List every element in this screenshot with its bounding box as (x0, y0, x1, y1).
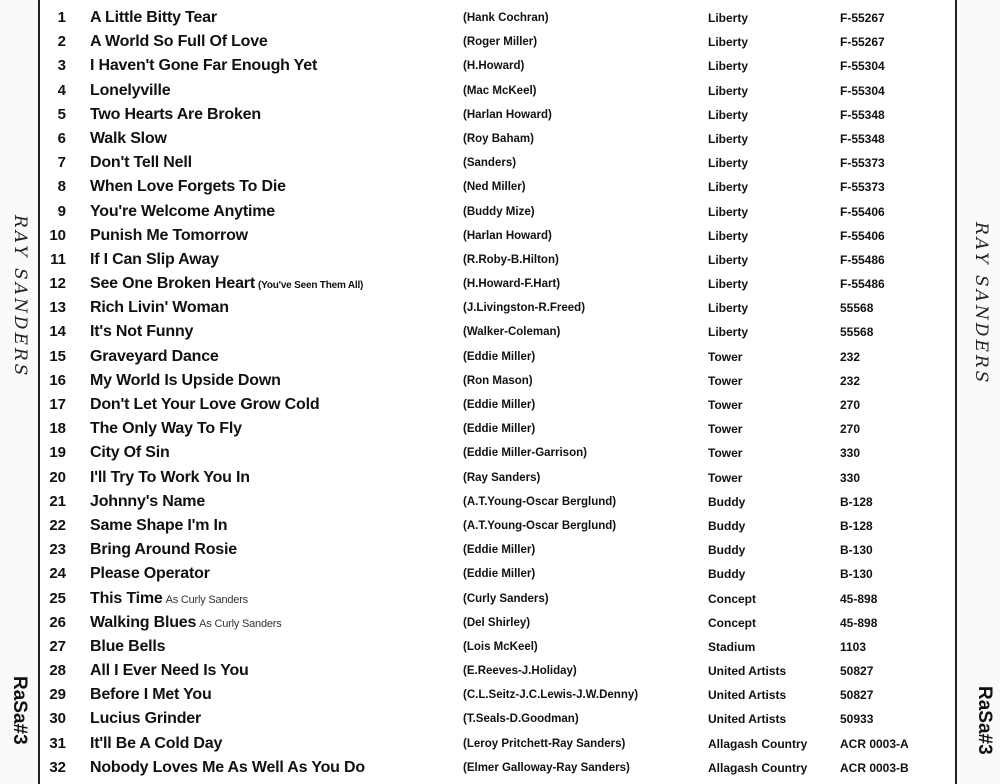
track-writer: (Eddie Miller-Garrison) (463, 447, 587, 460)
spine-code: RaSa#3 (974, 686, 995, 755)
track-number: 21 (49, 492, 66, 510)
track-number: 8 (57, 178, 66, 196)
track-label: Liberty (708, 83, 749, 98)
track-catalog-number: 45-898 (840, 591, 878, 606)
track-label: Buddy (708, 494, 746, 509)
track-number: 26 (49, 613, 66, 631)
track-catalog-number: 50827 (840, 688, 874, 703)
track-catalog-number: F-55267 (840, 35, 885, 50)
track-label: Stadium (708, 639, 756, 654)
track-title: All I Ever Need Is You (90, 662, 249, 680)
left-spine (0, 0, 40, 784)
track-note: (You've Seen Them All) (257, 280, 364, 292)
track-number: 13 (49, 299, 66, 317)
track-title: I Haven't Gone Far Enough Yet (90, 57, 318, 75)
track-writer: (Ned Miller) (463, 181, 526, 194)
track-catalog-number: 270 (840, 422, 861, 437)
track-writer: (Curly Sanders) (463, 592, 549, 605)
track-writer: (Walker-Coleman) (463, 326, 561, 339)
track-title: Two Hearts Are Broken (90, 105, 261, 123)
track-row (40, 248, 953, 272)
track-writer: (Elmer Galloway-Ray Sanders) (463, 761, 630, 774)
track-note: As Curly Sanders (199, 617, 282, 630)
track-label: Tower (708, 422, 743, 437)
track-label: Tower (708, 349, 743, 364)
track-title: A World So Full Of Love (90, 33, 268, 51)
track-catalog-number: F-55348 (840, 131, 885, 146)
track-row (40, 587, 953, 611)
track-number: 18 (49, 420, 66, 438)
track-row (40, 611, 953, 635)
track-label: Tower (708, 398, 743, 412)
track-title: Bring Around Rosie (90, 541, 237, 559)
track-row (40, 127, 953, 151)
track-catalog-number: B-130 (840, 567, 873, 582)
track-writer: (Roger Miller) (463, 36, 538, 49)
track-title: Rich Livin' Woman (90, 299, 229, 317)
track-number: 3 (57, 57, 66, 75)
track-writer: (H.Howard-F.Hart) (463, 278, 561, 291)
track-row (40, 635, 953, 659)
track-title: Graveyard Dance (90, 347, 219, 365)
track-title: It'll Be A Cold Day (90, 734, 223, 752)
track-number: 24 (49, 565, 66, 583)
track-label: Liberty (708, 59, 749, 74)
track-row (40, 393, 953, 417)
track-label: Liberty (708, 11, 749, 25)
track-label: Liberty (708, 325, 749, 340)
track-label: United Artists (708, 664, 787, 679)
track-catalog-number: B-130 (840, 543, 873, 558)
track-catalog-number: 330 (840, 470, 861, 485)
track-number: 16 (49, 371, 66, 389)
track-number: 11 (50, 250, 66, 268)
track-catalog-number: 45-898 (840, 615, 878, 630)
track-row (40, 345, 953, 369)
spine-title: RAY SANDERS (10, 215, 30, 379)
track-row (40, 466, 953, 490)
track-number: 28 (49, 662, 66, 680)
track-label: Liberty (708, 156, 749, 171)
track-label: Allagash Country (708, 736, 808, 751)
track-label: Tower (708, 446, 743, 461)
track-writer: (A.T.Young-Oscar Berglund) (463, 495, 617, 508)
track-label: Liberty (708, 228, 749, 243)
track-writer: (Buddy Mize) (463, 205, 535, 218)
track-writer: (Ron Mason) (463, 374, 533, 387)
track-title: The Only Way To Fly (90, 420, 242, 438)
track-label: Liberty (708, 277, 749, 292)
track-label: Tower (708, 470, 743, 485)
track-label: Buddy (708, 518, 746, 533)
track-number: 15 (49, 347, 66, 365)
track-writer: (Mac McKeel) (463, 84, 537, 97)
track-number: 12 (49, 275, 66, 293)
track-writer: (Lois McKeel) (463, 640, 538, 653)
track-label: Liberty (708, 252, 749, 267)
track-title: Don't Let Your Love Grow Cold (90, 396, 320, 413)
track-title: This Time As Curly Sanders (90, 589, 248, 607)
track-title: I'll Try To Work You In (90, 468, 250, 486)
track-row (40, 490, 953, 514)
track-catalog-number: 232 (840, 373, 861, 388)
track-number: 27 (49, 637, 66, 655)
track-list (40, 6, 953, 780)
track-writer: (J.Livingston-R.Freed) (463, 302, 586, 315)
track-number: 14 (49, 323, 66, 341)
track-writer: (Sanders) (463, 157, 517, 170)
track-row (40, 54, 953, 78)
track-title: My World Is Upside Down (90, 371, 281, 389)
track-row (40, 103, 953, 127)
track-writer: (A.T.Young-Oscar Berglund) (463, 519, 617, 532)
track-catalog-number: 55568 (840, 325, 874, 340)
track-label: Liberty (708, 35, 749, 50)
track-catalog-number: F-55267 (840, 11, 885, 25)
track-number: 23 (49, 541, 66, 559)
track-catalog-number: F-55373 (840, 156, 885, 171)
track-number: 22 (49, 516, 66, 534)
track-label: United Artists (708, 712, 787, 727)
track-number: 9 (57, 202, 66, 220)
track-catalog-number: F-55304 (840, 83, 885, 98)
track-writer: (Eddie Miller) (463, 568, 536, 581)
track-catalog-number: ACR 0003-A (840, 736, 909, 751)
track-row (40, 272, 953, 296)
track-writer: (Eddie Miller) (463, 399, 536, 411)
track-label: Liberty (708, 301, 749, 316)
track-catalog-number: 1103 (840, 639, 867, 654)
track-catalog-number: F-55348 (840, 107, 885, 122)
track-catalog-number: B-128 (840, 518, 873, 533)
track-number: 31 (49, 734, 66, 752)
track-catalog-number: F-55304 (840, 59, 885, 74)
track-row (40, 151, 953, 175)
track-writer: (Leroy Pritchett-Ray Sanders) (463, 737, 626, 750)
track-label: Buddy (708, 543, 746, 558)
track-row (40, 30, 953, 54)
track-row (40, 369, 953, 393)
track-writer: (Del Shirley) (463, 616, 531, 629)
track-title: When Love Forgets To Die (90, 178, 286, 196)
track-title: You're Welcome Anytime (90, 202, 275, 220)
track-writer: (Eddie Miller) (463, 544, 536, 557)
track-note: As Curly Sanders (165, 593, 248, 606)
track-writer: (C.L.Seitz-J.C.Lewis-J.W.Denny) (463, 689, 639, 702)
track-row (40, 79, 953, 103)
track-title: See One Broken Heart (You've Seen Them All) (90, 275, 364, 293)
track-writer: (Eddie Miller) (463, 350, 536, 363)
track-catalog-number: 55568 (840, 301, 874, 316)
track-label: Allagash Country (708, 760, 808, 775)
track-number: 7 (57, 154, 66, 172)
track-title: Lucius Grinder (90, 710, 201, 728)
track-writer: (Harlan Howard) (463, 229, 552, 242)
track-title: Walk Slow (90, 129, 167, 147)
track-label: Buddy (708, 567, 746, 582)
track-catalog-number: F-55486 (840, 277, 885, 292)
track-title: A Little Bitty Tear (90, 9, 217, 26)
track-label: Liberty (708, 131, 749, 146)
track-title: Before I Met You (90, 686, 212, 704)
track-row (40, 659, 953, 683)
track-catalog-number: B-128 (840, 494, 873, 509)
track-number: 30 (49, 710, 66, 728)
track-catalog-number: 50933 (840, 712, 874, 727)
track-number: 17 (49, 396, 66, 413)
track-catalog-number: F-55406 (840, 228, 885, 243)
track-writer: (Eddie Miller) (463, 423, 536, 436)
track-title: City Of Sin (90, 444, 170, 462)
track-number: 10 (49, 226, 66, 244)
right-spine (955, 0, 1000, 784)
track-writer: (Hank Cochran) (463, 12, 549, 24)
track-writer: (Harlan Howard) (463, 108, 552, 121)
track-title: Johnny's Name (90, 492, 206, 510)
track-row (40, 732, 953, 756)
track-writer: (Ray Sanders) (463, 471, 541, 484)
spine-code: RaSa#3 (9, 676, 30, 745)
track-writer: (H.Howard) (463, 60, 525, 73)
track-row (40, 441, 953, 465)
track-title: Nobody Loves Me As Well As You Do (90, 758, 365, 776)
track-row (40, 320, 953, 344)
track-label: Concept (708, 591, 756, 606)
track-title: Same Shape I'm In (90, 516, 228, 534)
track-writer: (Roy Baham) (463, 132, 534, 145)
track-number: 25 (49, 589, 66, 607)
track-title: Please Operator (90, 565, 210, 583)
track-label: Liberty (708, 204, 749, 219)
track-number: 1 (57, 9, 66, 26)
track-writer: (E.Reeves-J.Holiday) (463, 665, 577, 678)
track-writer: (R.Roby-B.Hilton) (463, 253, 559, 266)
track-row (40, 417, 953, 441)
track-number: 6 (57, 129, 66, 147)
track-title: Don't Tell Nell (90, 154, 192, 172)
track-catalog-number: F-55406 (840, 204, 885, 219)
track-catalog-number: ACR 0003-B (840, 760, 909, 775)
track-row (40, 224, 953, 248)
track-title: Walking Blues As Curly Sanders (90, 613, 282, 631)
track-catalog-number: 330 (840, 446, 861, 461)
track-row (40, 683, 953, 707)
track-number: 5 (57, 105, 66, 123)
track-number: 29 (49, 686, 66, 704)
track-number: 32 (49, 758, 66, 776)
spine-title: RAY SANDERS (971, 222, 991, 386)
track-label: Liberty (708, 107, 749, 122)
track-row (40, 756, 953, 780)
track-catalog-number: F-55373 (840, 180, 885, 195)
track-label: United Artists (708, 688, 787, 703)
track-number: 2 (57, 33, 66, 51)
track-title: Blue Bells (90, 637, 166, 655)
track-row (40, 175, 953, 199)
track-label: Concept (708, 615, 756, 630)
track-row (40, 200, 953, 224)
track-title: Lonelyville (90, 81, 171, 99)
track-label: Tower (708, 373, 743, 388)
track-catalog-number: 270 (840, 398, 861, 412)
track-title: Punish Me Tomorrow (90, 226, 248, 244)
track-writer: (T.Seals-D.Goodman) (463, 713, 579, 726)
track-number: 4 (57, 81, 66, 99)
track-title: If I Can Slip Away (90, 250, 219, 268)
track-row (40, 6, 953, 30)
track-row (40, 296, 953, 320)
track-number: 20 (49, 468, 66, 486)
track-row (40, 538, 953, 562)
track-label: Liberty (708, 180, 749, 195)
track-catalog-number: F-55486 (840, 252, 885, 267)
track-number: 19 (49, 444, 66, 462)
track-catalog-number: 232 (840, 349, 861, 364)
track-row (40, 562, 953, 586)
track-row (40, 707, 953, 731)
track-title: It's Not Funny (90, 323, 194, 341)
track-row (40, 514, 953, 538)
track-catalog-number: 50827 (840, 664, 874, 679)
